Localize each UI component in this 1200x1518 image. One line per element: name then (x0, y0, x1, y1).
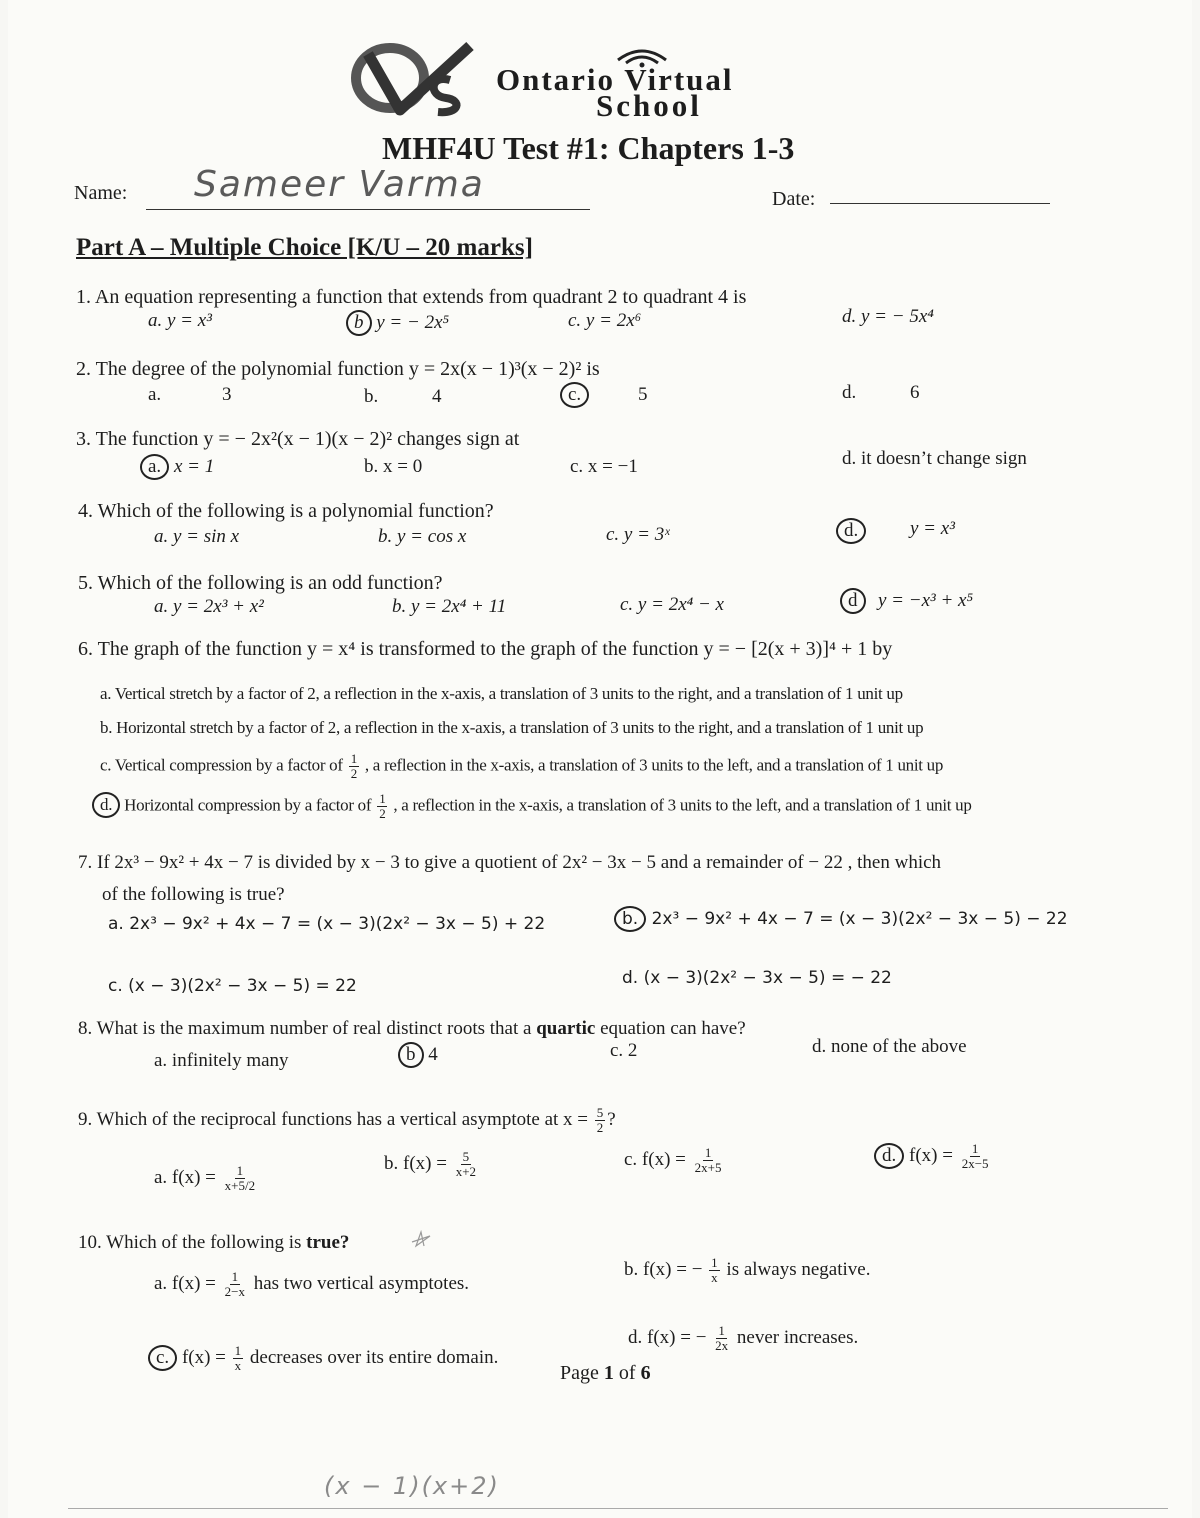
q5-option-b: b. y = 2x⁴ + 11 (392, 596, 507, 617)
page-num: 1 (603, 1362, 614, 1384)
q3-option-c: c. x = −1 (570, 456, 638, 477)
date-label: Date: (772, 188, 816, 210)
q7-option-b (614, 906, 1068, 932)
q10-d-pre: d. f(x) = − (628, 1326, 707, 1348)
bottom-scribble: (x − 1)(x+2) (324, 1472, 500, 1500)
q1-option-b (346, 310, 449, 336)
q9-stem-frac-den: 2 (596, 1120, 604, 1135)
q10-d-fraction (713, 1324, 730, 1353)
q7-selected-circle: b. (614, 906, 646, 932)
q2-option-c-letter (560, 382, 589, 408)
q10-option-b (624, 1256, 870, 1285)
q10-selected-circle: c. (148, 1345, 177, 1371)
q9-stem-fraction (595, 1106, 606, 1135)
q6-option-d-fraction (377, 792, 387, 821)
q9-stem-post: ? (607, 1108, 616, 1130)
q8-selected-circle: b (398, 1042, 424, 1068)
q5-option-c: c. y = 2x⁴ − x (620, 594, 724, 615)
q4-stem: 4. Which of the following is a polynomial function? (78, 500, 494, 522)
q10-c-den: x (234, 1358, 242, 1373)
q6-option-c (100, 752, 943, 781)
q9-b-den: x+2 (455, 1164, 477, 1179)
q1-option-c: c. y = 2x⁶ (568, 310, 642, 331)
q9-stem-frac-num: 5 (596, 1105, 604, 1120)
q6-c-frac-den: 2 (350, 766, 357, 781)
q5-stem: 5. Which of the following is an odd function? (78, 572, 443, 594)
q5-option-d: y = −x³ + x⁵ (878, 590, 974, 611)
q9-b-num: 5 (462, 1149, 470, 1164)
q9-stem (78, 1106, 616, 1135)
q9-a-num: 1 (236, 1163, 244, 1178)
q10-c-num: 1 (234, 1343, 242, 1358)
star-doodle-icon (410, 1230, 432, 1248)
q6-option-a: a. Vertical stretch by a factor of 2, a reflection in the x-axis, a translation of 3 units to the right, and a translation of 1 unit up (100, 684, 903, 703)
q7-option-c: c. (x − 3)(2x² − 3x − 5) = 22 (108, 976, 357, 996)
q10-c-post: decreases over its entire domain. (249, 1346, 499, 1368)
name-label: Name: (74, 182, 128, 204)
q10-c-pre: f(x) = (181, 1346, 226, 1368)
q5-option-a: a. y = 2x³ + x² (154, 596, 264, 617)
q10-d-den: 2x (715, 1338, 729, 1353)
q1-stem: 1. An equation representing a function that extends from quadrant 2 to quadrant 4 is (76, 286, 747, 308)
q5-selected-circle: d (840, 588, 866, 614)
q5-option-d-letter (840, 588, 866, 614)
q10-b-post: is always negative. (726, 1258, 871, 1280)
q6-option-c-fraction (349, 752, 359, 781)
q9-option-a (154, 1164, 259, 1193)
q10-b-num: 1 (711, 1255, 718, 1270)
q9-b-fraction (454, 1150, 478, 1179)
q9-d-num: 1 (971, 1141, 979, 1156)
q8-option-a: a. infinitely many (154, 1050, 289, 1071)
q9-b-pre: b. f(x) = (384, 1152, 447, 1174)
q3-option-d: d. it doesn’t change sign (842, 448, 1027, 469)
q10-d-post: never increases. (736, 1326, 859, 1348)
q2-option-b: 4 (432, 386, 442, 407)
q1-option-a: a. y = x³ (148, 310, 212, 331)
q2-option-a-letter: a. (148, 384, 162, 405)
date-underline (830, 203, 1050, 204)
q10-b-fraction (709, 1256, 720, 1285)
q3-option-a (140, 454, 214, 480)
q9-a-pre: a. f(x) = (154, 1166, 216, 1188)
q4-option-d: y = x³ (910, 518, 955, 539)
q8-option-d: d. none of the above (812, 1036, 967, 1057)
q9-d-pre: f(x) = (909, 1144, 953, 1166)
q2-selected-circle: c. (560, 382, 589, 408)
part-a-heading: Part A – Multiple Choice [K/U – 20 marks] (76, 234, 533, 261)
q8-stem (78, 1018, 746, 1040)
q10-a-den: 2−x (224, 1284, 245, 1299)
q7-stem-line2: of the following is true? (102, 884, 285, 905)
q2-option-a: 3 (222, 384, 232, 405)
page-number (560, 1362, 651, 1385)
q10-a-post: has two vertical asymptotes. (253, 1272, 470, 1294)
school-logo (350, 40, 480, 118)
q2-option-d-letter: d. (842, 382, 857, 403)
q9-d-den: 2x−5 (961, 1156, 989, 1171)
q1-option-d: d. y = − 5x⁴ (842, 306, 934, 327)
q6-d-frac-num: 1 (379, 791, 386, 806)
q8-option-c: c. 2 (610, 1040, 638, 1061)
q6-stem: 6. The graph of the function y = x⁴ is transformed to the graph of the function y = − [2(x + 3)]⁴ + 1 by (78, 638, 893, 660)
q9-stem-pre: 9. Which of the reciprocal functions has a vertical asymptote at x = (78, 1108, 588, 1130)
q10-b-pre: b. f(x) = − (624, 1258, 703, 1280)
q8-stem-post: equation can have? (600, 1018, 746, 1039)
q6-option-b: b. Horizontal stretch by a factor of 2, a reflection in the x-axis, a translation of 3 units to the right, and a translation of 1 unit up (100, 718, 924, 737)
q9-selected-circle: d. (874, 1143, 904, 1169)
q9-option-c (624, 1146, 725, 1175)
q9-a-fraction (223, 1164, 257, 1193)
name-value: Sameer Varma (194, 164, 485, 205)
q4-option-d-letter (836, 518, 866, 544)
q9-d-fraction (960, 1142, 991, 1171)
q3-selected-circle: a. (140, 454, 169, 480)
q9-c-num: 1 (704, 1145, 712, 1160)
q4-selected-circle: d. (836, 518, 866, 544)
q10-a-num: 1 (231, 1269, 239, 1284)
q9-c-pre: c. f(x) = (624, 1148, 686, 1170)
school-name-line2: School (596, 88, 702, 123)
q10-stem-pre: 10. Which of the following is (78, 1232, 302, 1253)
q6-option-c-pre: c. Vertical compression by a factor of (100, 755, 343, 775)
q1-option-b-text: y = − 2x⁵ (376, 312, 450, 333)
q6-option-c-post: , a reflection in the x-axis, a translation of 3 units to the left, and a translation of 1 unit up (364, 755, 944, 775)
q8-option-b (398, 1042, 438, 1068)
q9-option-d (874, 1142, 993, 1171)
test-title: MHF4U Test #1: Chapters 1-3 (382, 130, 795, 166)
q10-stem (78, 1232, 349, 1254)
q7-stem-line1: 7. If 2x³ − 9x² + 4x − 7 is divided by x − 3 to give a quotient of 2x² − 3x − 5 and a remainder of − 22 , then which (78, 852, 942, 873)
q2-option-c: 5 (638, 384, 648, 405)
q10-option-d (628, 1324, 858, 1353)
q6-d-frac-den: 2 (379, 806, 386, 821)
q10-d-num: 1 (718, 1323, 725, 1338)
q4-option-a: a. y = sin x (154, 526, 240, 547)
q7-option-d: d. (x − 3)(2x² − 3x − 5) = − 22 (622, 968, 892, 988)
q9-option-b (384, 1150, 480, 1179)
q10-a-pre: a. f(x) = (154, 1272, 216, 1294)
test-page (8, 0, 1192, 1518)
school-name-line1: Ontario Virtual (496, 62, 734, 97)
q8-stem-pre: 8. What is the maximum number of real distinct roots that a (78, 1018, 532, 1039)
q4-option-c: c. y = 3ˣ (606, 524, 670, 545)
q9-c-den: 2x+5 (694, 1160, 722, 1175)
q3-stem: 3. The function y = − 2x²(x − 1)(x − 2)² changes sign at (76, 428, 520, 450)
name-underline (146, 209, 590, 210)
page-of: of (618, 1362, 636, 1384)
q7-option-b-text: 2x³ − 9x² + 4x − 7 = (x − 3)(2x² − 3x − 5) − 22 (651, 909, 1068, 929)
q6-option-d-post: , a reflection in the x-axis, a translation of 3 units to the left, and a translation of 1 unit up (393, 795, 972, 815)
q3-option-a-text: x = 1 (173, 456, 215, 477)
q9-a-den: x+5/2 (224, 1178, 256, 1193)
q10-c-fraction (233, 1344, 244, 1373)
q10-b-den: x (711, 1270, 718, 1285)
q10-option-a (154, 1270, 469, 1299)
q7-option-a: a. 2x³ − 9x² + 4x − 7 = (x − 3)(2x² − 3x − 5) + 22 (108, 914, 546, 934)
q10-stem-bold: true? (306, 1232, 350, 1253)
q6-c-frac-num: 1 (350, 751, 357, 766)
q6-option-d (92, 792, 972, 821)
q1-selected-circle: b (346, 310, 372, 336)
q3-option-b: b. x = 0 (364, 456, 423, 477)
q4-option-b: b. y = cos x (378, 526, 467, 547)
q10-a-fraction (223, 1270, 247, 1299)
bottom-line (68, 1508, 1168, 1509)
q6-option-d-pre: Horizontal compression by a factor of (124, 795, 372, 815)
q10-option-c (148, 1344, 498, 1373)
q2-option-b-letter: b. (364, 386, 379, 407)
q6-selected-circle: d. (92, 792, 120, 818)
q9-c-fraction (693, 1146, 724, 1175)
q2-stem: 2. The degree of the polynomial function y = 2x(x − 1)³(x − 2)² is (76, 358, 600, 380)
page-total: 6 (640, 1362, 651, 1384)
q8-stem-bold: quartic (536, 1018, 596, 1039)
q2-option-d: 6 (910, 382, 920, 403)
q8-option-b-text: 4 (428, 1044, 438, 1065)
page-pre: Page (560, 1362, 599, 1384)
